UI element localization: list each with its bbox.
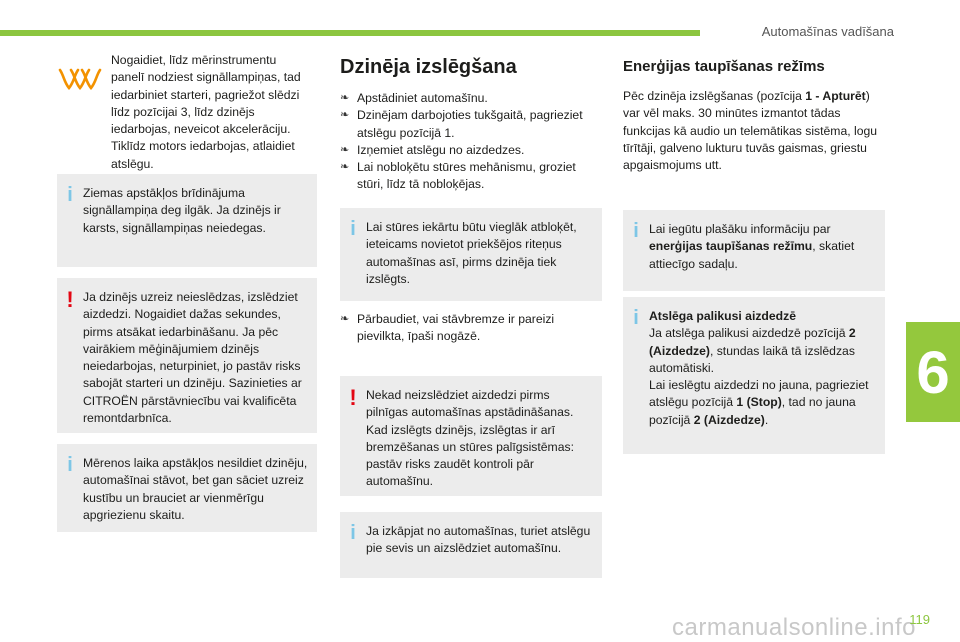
info-text	[649, 221, 877, 273]
info-box-key-in-ignition	[623, 297, 885, 454]
chapter-tab: 6	[906, 322, 960, 422]
warning-icon: !	[66, 287, 74, 312]
info-box-steering-unlock	[340, 208, 602, 301]
warning-text: Ja dzinējs uzreiz neieslēdzas, izslēdziet aizdedzi. Nogaidiet dažas sekundes, pirms atsākat iedarbināšanu. Ja pēc vairākiem mēģinājumiem dzinējs neiedarbojas, neturpiniet, jo pastāv risks sabojāt starteri un dzinēju. Sazinieties ar CITROËN pārstāvniecību vai kvalificēta remontdarbnīca.	[83, 290, 302, 426]
info-text-bold: 2 (Aizdedze)	[693, 412, 765, 427]
info-box-mild-weather	[57, 444, 317, 532]
section-heading-engine-off: Dzinēja izslēgšana	[340, 56, 517, 78]
section-title: Automašīnas vadīšana	[761, 24, 894, 39]
warning-icon: !	[349, 385, 357, 410]
parking-brake-step	[340, 311, 602, 346]
info-box-energy-saving	[623, 210, 885, 291]
list-item: ❧ Izņemiet atslēgu no aizdedzes.	[340, 142, 602, 159]
info-icon: i	[67, 184, 73, 206]
intro-bold: 1 - Apturēt	[805, 89, 866, 103]
warning-text: Nekad neizslēdziet aizdedzi pirms pilnīgas automašīnas apstādināšanas. Kad izslēgts dzinējs, izslēgtas ir arī bremzēšanas un stūres palīgsistēmas: pastāv risks zaudēt kontroli pār automašīnu.	[366, 388, 574, 489]
info-icon: i	[350, 522, 356, 544]
info-text-part: Ja atslēga palikusi aizdedzē pozīcijā	[649, 326, 849, 341]
info-icon: i	[350, 218, 356, 240]
warning-box-start-failure	[57, 278, 317, 433]
header-accent-bar	[0, 30, 700, 36]
info-text: Ja izkāpjat no automašīnas, turiet atslēgu pie sevis un aizslēdziet automašīnu.	[366, 524, 591, 556]
watermark: carmanualsonline.info	[672, 614, 916, 641]
info-text: Lai stūres iekārtu būtu vieglāk atbloķēt, ieteicams novietot priekšējos riteņus automašīnas asī, pirms dzinēja tiek izslēgts.	[366, 220, 577, 286]
info-text: Ziemas apstākļos brīdinājuma signāllampiņa deg ilgāk. Ja dzinējs ir karsts, signāllampiņas neiedegas.	[83, 186, 281, 235]
list-item: ❧ Pārbaudiet, vai stāvbremze ir pareizi pievilkta, īpaši nogāzē.	[340, 311, 602, 346]
warning-box-ignition	[340, 376, 602, 496]
info-box-winter	[57, 174, 317, 267]
info-icon: i	[67, 454, 73, 476]
info-box-leaving-car	[340, 512, 602, 578]
info-text-part: .	[764, 412, 769, 427]
info-icon: i	[633, 220, 639, 242]
info-text-bold: 2 (Aizdedze)	[649, 326, 856, 358]
intro-text: ) var vēl maks. 30 minūtes izmantot tādas funkcijas kā audio un telemātikas sistēma, logu tīrītāji, galveno lukturu tuvās gaismas, griestu apgaismojums utt.	[623, 89, 878, 173]
section-heading-energy-saving: Enerģijas taupīšanas režīms	[623, 58, 825, 75]
info-text-bold: 1 (Stop)	[736, 395, 782, 410]
engine-off-steps	[340, 90, 602, 194]
list-item: ❧ Dzinējam darbojoties tukšgaitā, pagrieziet atslēgu pozīcijā 1.	[340, 107, 602, 142]
info-text-part: , tad no jauna pozīcijā	[649, 395, 856, 427]
glow-plug-instructions: Nogaidiet, līdz mērinstrumentu panelī nodziest signāllampiņas, tad iedarbiniet starteri, pagriežot slēdzi līdz pozīcijai 3, līdz dzinējs iedarbojas, neveicot akcelerāciju. Tiklīdz motors iedarbojas, atlaidiet atslēgu.	[111, 53, 301, 171]
list-item: ❧ Apstādiniet automašīnu.	[340, 90, 602, 107]
info-text	[649, 308, 877, 429]
info-text-part: Lai ieslēgtu aizdedzi no jauna, pagrieziet atslēgu pozīcijā	[649, 378, 869, 410]
info-box-heading: Atslēga palikusi aizdedzē	[649, 309, 796, 323]
info-text-part: , stundas laikā tā izslēdzas automātiski.	[649, 343, 855, 375]
info-text: Mērenos laika apstākļos nesildiet dzinēju, automašīnai stāvot, bet gan sāciet uzreiz kustību un brauciet ar vienmērīgu apgriezienu skaitu.	[83, 456, 308, 522]
page-number: 119	[909, 612, 930, 627]
info-icon: i	[633, 307, 639, 329]
info-text-part: Lai iegūtu plašāku informāciju par	[649, 222, 831, 236]
intro-text: Pēc dzinēja izslēgšanas (pozīcija	[623, 89, 806, 103]
glow-plug-warning-icon	[57, 66, 103, 92]
info-text-part: , skatiet attiecīgo sadaļu.	[649, 239, 855, 271]
energy-saving-intro	[623, 88, 885, 174]
list-item: ❧ Lai nobloķētu stūres mehānismu, groziet stūri, līdz tā nobloķējas.	[340, 159, 602, 194]
info-text-bold: enerģijas taupīšanas režīmu	[649, 239, 813, 254]
